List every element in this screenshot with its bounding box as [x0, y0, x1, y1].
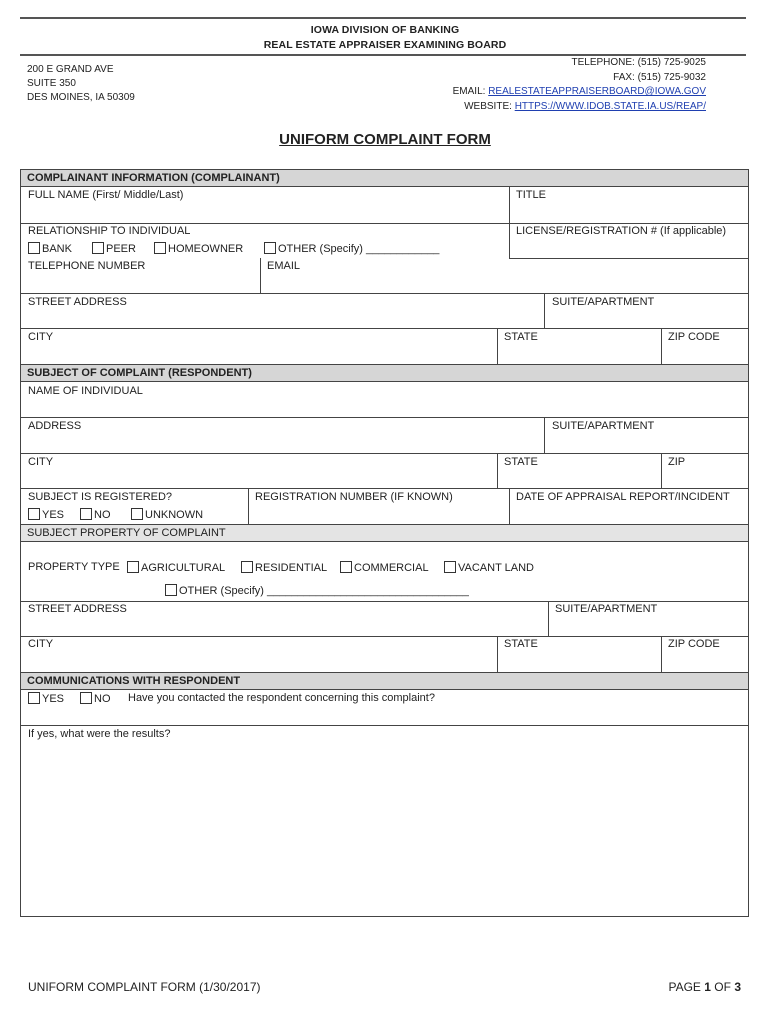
page-total: 3 [734, 980, 741, 994]
address-line: DES MOINES, IA 50309 [27, 92, 135, 103]
option-label: HOMEOWNER [168, 243, 244, 255]
registered-unknown[interactable] [131, 508, 203, 521]
checkbox[interactable] [127, 561, 139, 573]
email-label: EMAIL: [452, 86, 486, 97]
name-of-individual-field[interactable]: NAME OF INDIVIDUAL [28, 385, 143, 397]
option-label: BANK [42, 243, 72, 255]
page-prefix: PAGE [668, 980, 705, 994]
property-state-field[interactable]: STATE [504, 638, 538, 650]
contacted-no[interactable] [80, 692, 111, 705]
checkbox[interactable] [154, 242, 166, 254]
state-field[interactable]: STATE [504, 331, 538, 343]
option-label: COMMERCIAL [354, 562, 429, 574]
property-type-label: PROPERTY TYPE [28, 561, 120, 573]
contact-block [453, 56, 706, 114]
form-title: UNIFORM COMPLAINT FORM [279, 131, 491, 148]
contacted-yes[interactable] [28, 692, 64, 705]
top-rule [20, 17, 746, 19]
license-field[interactable]: LICENSE/REGISTRATION # (If applicable) [516, 225, 727, 237]
registration-number-field[interactable]: REGISTRATION NUMBER (IF KNOWN) [255, 491, 453, 503]
property-type-agricultural[interactable] [127, 561, 225, 574]
communications-heading: COMMUNICATIONS WITH RESPONDENT [21, 672, 748, 690]
subject-suite-field[interactable]: SUITE/APARTMENT [552, 420, 655, 432]
option-label: OTHER (Specify) _________________________________ [179, 585, 469, 597]
registered-no[interactable] [80, 508, 111, 521]
property-type-residential[interactable] [241, 561, 327, 574]
property-type-other[interactable] [165, 584, 469, 597]
option-label: UNKNOWN [145, 509, 204, 521]
subject-state-field[interactable]: STATE [504, 456, 538, 468]
email-line [453, 85, 706, 100]
option-label: NO [94, 509, 111, 521]
full-name-field[interactable]: FULL NAME (First/ Middle/Last) [28, 189, 184, 201]
checkbox[interactable] [28, 692, 40, 704]
page-indicator [668, 980, 741, 994]
option-label: YES [42, 693, 65, 705]
zip-field[interactable]: ZIP CODE [668, 331, 720, 343]
telephone: TELEPHONE: (515) 725-9025 [571, 57, 706, 68]
checkbox[interactable] [92, 242, 104, 254]
subject-heading: SUBJECT OF COMPLAINT (RESPONDENT) [21, 364, 748, 382]
website-line [453, 100, 706, 115]
subject-zip-field[interactable]: ZIP [668, 456, 686, 468]
property-suite-field[interactable]: SUITE/APARTMENT [555, 603, 658, 615]
website-link[interactable]: HTTPS://WWW.IDOB.STATE.IA.US/REAP/ [514, 100, 706, 112]
subject-address-field[interactable]: ADDRESS [28, 420, 82, 432]
checkbox[interactable] [165, 584, 177, 596]
complaint-form [20, 169, 749, 917]
website-label: WEBSITE: [464, 100, 512, 112]
checkbox[interactable] [80, 508, 92, 520]
board-name: REAL ESTATE APPRAISER EXAMINING BOARD [263, 39, 507, 51]
complainant-heading: COMPLAINANT INFORMATION (COMPLAINANT) [21, 170, 748, 187]
fax: FAX: (515) 725-9032 [613, 71, 706, 83]
option-label: PEER [106, 243, 136, 255]
option-label: NO [94, 693, 111, 705]
mailing-address [27, 63, 135, 105]
checkbox[interactable] [28, 242, 40, 254]
street-address-field[interactable]: STREET ADDRESS [28, 296, 127, 308]
registered-yes[interactable] [28, 508, 64, 521]
city-field[interactable]: CITY [28, 331, 54, 343]
property-heading: SUBJECT PROPERTY OF COMPLAINT [21, 524, 748, 542]
relationship-label: RELATIONSHIP TO INDIVIDUAL [28, 225, 191, 237]
option-label: OTHER (Specify) ____________ [278, 243, 440, 255]
property-street-field[interactable]: STREET ADDRESS [28, 603, 127, 615]
footer-form-name: UNIFORM COMPLAINT FORM (1/30/2017) [28, 980, 261, 994]
contacted-question: Have you contacted the respondent concerning this complaint? [128, 692, 435, 704]
checkbox[interactable] [241, 561, 253, 573]
option-label: YES [42, 509, 65, 521]
checkbox[interactable] [80, 692, 92, 704]
agency-name: IOWA DIVISION OF BANKING [310, 24, 460, 36]
date-of-appraisal-field[interactable]: DATE OF APPRAISAL REPORT/INCIDENT [516, 491, 730, 503]
property-zip-field[interactable]: ZIP CODE [668, 638, 720, 650]
relationship-homeowner[interactable] [154, 242, 243, 255]
relationship-other[interactable] [264, 242, 439, 255]
relationship-bank[interactable] [28, 242, 72, 255]
option-label: VACANT LAND [458, 562, 535, 574]
email-field[interactable]: EMAIL [267, 260, 301, 272]
subject-city-field[interactable]: CITY [28, 456, 54, 468]
page-of: OF [710, 980, 735, 994]
email-link[interactable]: REALESTATEAPPRAISERBOARD@IOWA.GOV [488, 86, 706, 97]
checkbox[interactable] [340, 561, 352, 573]
checkbox[interactable] [131, 508, 143, 520]
property-city-field[interactable]: CITY [28, 638, 54, 650]
telephone-field[interactable]: TELEPHONE NUMBER [28, 260, 146, 272]
property-type-commercial[interactable] [340, 561, 429, 574]
option-label: AGRICULTURAL [141, 562, 226, 574]
results-field[interactable]: If yes, what were the results? [28, 728, 171, 740]
relationship-peer[interactable] [92, 242, 136, 255]
registered-label: SUBJECT IS REGISTERED? [28, 491, 173, 503]
address-line: 200 E GRAND AVE [27, 64, 114, 75]
option-label: RESIDENTIAL [255, 562, 328, 574]
property-type-vacant-land[interactable] [444, 561, 534, 574]
checkbox[interactable] [28, 508, 40, 520]
page-number: 1 [704, 980, 711, 994]
title-field[interactable]: TITLE [516, 189, 546, 201]
suite-field[interactable]: SUITE/APARTMENT [552, 296, 655, 308]
checkbox[interactable] [264, 242, 276, 254]
address-line: SUITE 350 [27, 78, 76, 89]
checkbox[interactable] [444, 561, 456, 573]
